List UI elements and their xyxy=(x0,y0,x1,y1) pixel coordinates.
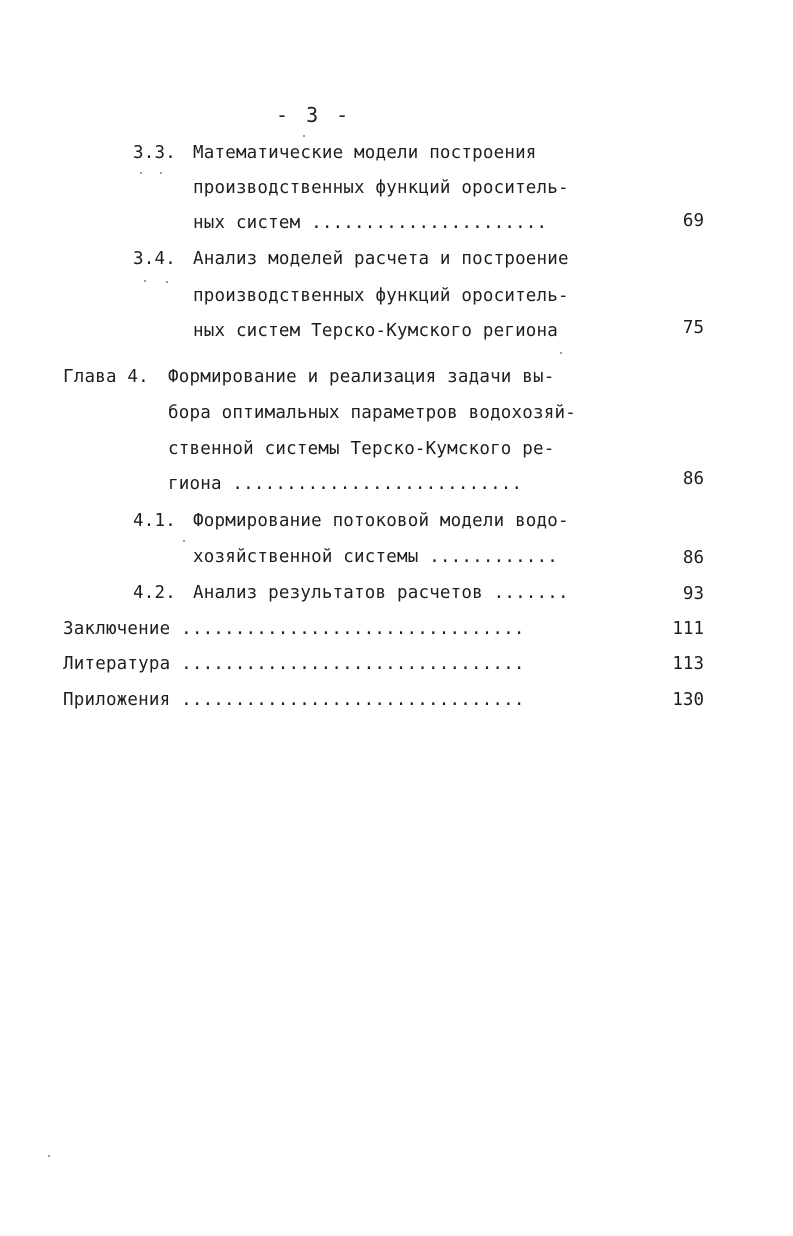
toc-entry-line: хозяйственной системы ............ xyxy=(193,547,559,567)
toc-entry-page: 113 xyxy=(672,654,704,674)
scan-speck xyxy=(183,540,185,542)
toc-entry-number: 3.4. xyxy=(133,249,176,269)
toc-entry-line: Анализ результатов расчетов ....... xyxy=(193,583,569,603)
toc-entry-page: 75 xyxy=(682,318,704,338)
scan-speck xyxy=(560,352,562,354)
toc-entry-page: 130 xyxy=(672,690,704,710)
toc-entry-line: производственных функций ороситель- xyxy=(193,286,569,306)
toc-entry-line: Литература ................................ xyxy=(63,654,525,674)
toc-entry-page: 86 xyxy=(682,469,704,489)
toc-entry-line: ственной системы Терско-Кумского ре- xyxy=(168,439,555,459)
scan-speck xyxy=(144,280,146,282)
scan-speck xyxy=(166,281,168,283)
toc-entry-line: бора оптимальных параметров водохозяй- xyxy=(168,403,576,423)
toc-entry-page: 111 xyxy=(672,619,704,639)
toc-entry-line: Заключение ................................ xyxy=(63,619,525,639)
toc-entry-line: гиона ........................... xyxy=(168,474,523,494)
toc-entry-line: Формирование потоковой модели водо- xyxy=(193,511,569,531)
toc-entry-line: Приложения ................................ xyxy=(63,690,525,710)
toc-entry-page: 86 xyxy=(682,548,704,568)
page-number: - 3 - xyxy=(276,103,352,127)
scan-speck xyxy=(140,172,142,174)
toc-entry-number: 4.2. xyxy=(133,583,176,603)
toc-entry-line: Анализ моделей расчета и построение xyxy=(193,249,569,269)
scan-speck xyxy=(48,1155,50,1157)
toc-entry-line: производственных функций ороситель- xyxy=(193,178,569,198)
toc-entry-line: Математические модели построения xyxy=(193,143,537,163)
toc-entry-line: ных систем Терско-Кумского региона xyxy=(193,321,559,341)
toc-entry-page: 93 xyxy=(682,584,704,604)
toc-entry-line: Формирование и реализация задачи вы- xyxy=(168,367,555,387)
toc-entry-line: ных систем ...................... xyxy=(193,213,548,233)
scan-speck xyxy=(160,172,162,174)
toc-chapter-number: Глава 4. xyxy=(63,367,149,387)
toc-entry-number: 3.3. xyxy=(133,143,176,163)
toc-entry-page: 69 xyxy=(682,211,704,231)
scan-speck xyxy=(303,135,305,137)
toc-entry-number: 4.1. xyxy=(133,511,176,531)
